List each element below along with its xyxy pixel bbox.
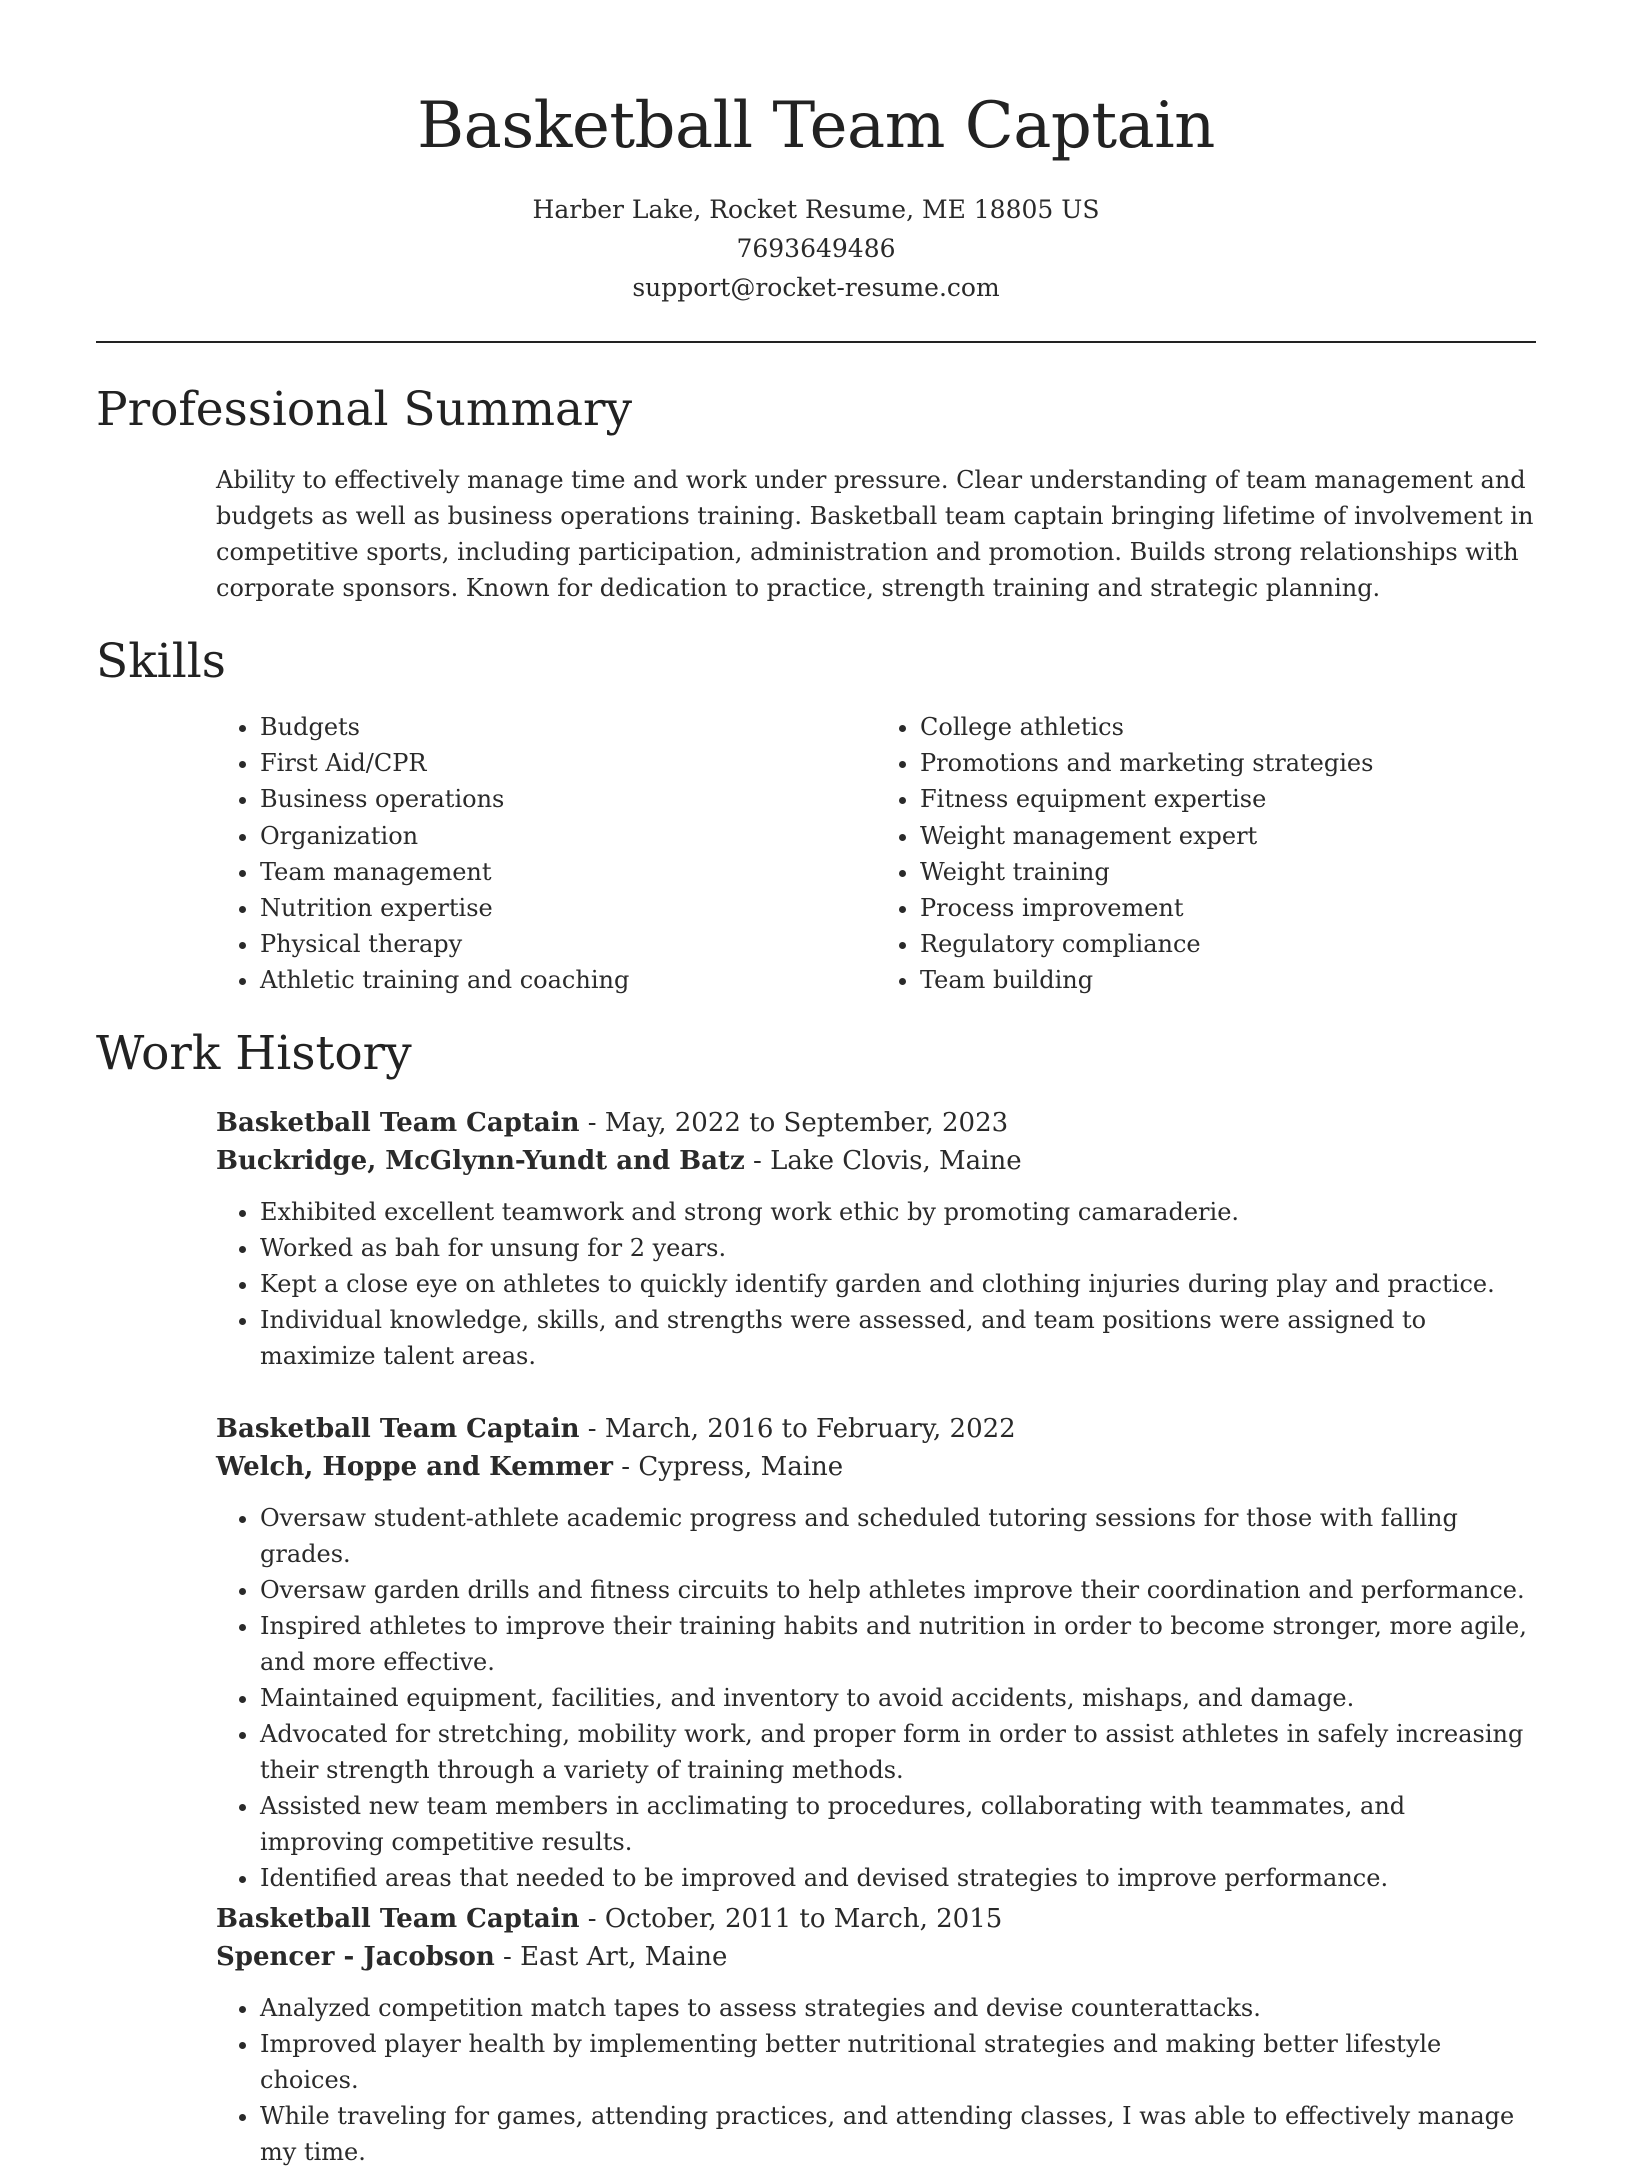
duty-item: • Oversaw student-athlete academic progress and scheduled tutoring sessions for those with falling grades. [260, 1500, 1536, 1572]
skill-item: • Fitness equipment expertise [920, 781, 1536, 817]
job-title-line [216, 1410, 1536, 1448]
skill-item: • Regulatory compliance [920, 926, 1536, 962]
job-entry [216, 1410, 1536, 1896]
skill-item: • Business operations [260, 781, 876, 817]
skill-item: • Physical therapy [260, 926, 876, 962]
duty-item: • Individual knowledge, skills, and strengths were assessed, and team positions were assigned to maximize talent areas. [260, 1302, 1536, 1374]
job-dates: - October, 2011 to March, 2015 [579, 1904, 1003, 1934]
summary-text: Ability to effectively manage time and work under pressure. Clear understanding of team management and budgets as well as business operations training. Basketball team captain bringing lifetime of involvement in competitive sports, including participation, administration and promotion. Builds strong relationships with corporate sponsors. Known for dedication to practice, strength training and strategic planning. [216, 466, 1534, 602]
skill-item: • Organization [260, 818, 876, 854]
duty-item: • Maintained equipment, facilities, and inventory to avoid accidents, mishaps, and damage. [260, 1680, 1536, 1716]
email: support@rocket-resume.com [632, 273, 1000, 302]
job-title-line [216, 1900, 1536, 1938]
skill-item: • Nutrition expertise [260, 890, 876, 926]
skill-item: • Weight management expert [920, 818, 1536, 854]
job-location: - Lake Clovis, Maine [744, 1146, 1022, 1176]
duty-item: • Inspired athletes to improve their training habits and nutrition in order to become stronger, more agile, and more effective. [260, 1608, 1536, 1680]
job-duties [216, 1194, 1536, 1374]
company-name: Spencer - Jacobson [216, 1942, 495, 1972]
job-title: Basketball Team Captain [216, 1108, 580, 1138]
address: Harber Lake, Rocket Resume, ME 18805 US [532, 195, 1100, 224]
duty-item: • Worked as bah for unsung for 2 years. [260, 1230, 1536, 1266]
duty-item: • Identified areas that needed to be improved and devised strategies to improve performance. [260, 1860, 1536, 1896]
skills-heading: Skills [96, 634, 226, 689]
job-dates: - March, 2016 to February, 2022 [579, 1414, 1016, 1444]
job-dates: - May, 2022 to September, 2023 [579, 1108, 1009, 1138]
company-name: Buckridge, McGlynn-Yundt and Batz [216, 1146, 745, 1176]
skill-item: • College athletics [920, 709, 1536, 745]
duty-item: • Advocated for stretching, mobility work, and proper form in order to assist athletes in safely increasing their strength through a variety of training methods. [260, 1716, 1536, 1788]
company-name: Welch, Hoppe and Kemmer [216, 1452, 614, 1482]
job-title: Basketball Team Captain [216, 1904, 580, 1934]
skill-item: • Promotions and marketing strategies [920, 745, 1536, 781]
skill-item: • First Aid/CPR [260, 745, 876, 781]
job-company-line [216, 1938, 1536, 1976]
job-duties [216, 1500, 1536, 1896]
skills-column-right [876, 709, 1536, 999]
duty-item: • Assisted new team members in acclimating to procedures, collaborating with teammates, and improving competitive results. [260, 1788, 1536, 1860]
work-history-heading: Work History [96, 1026, 412, 1081]
header-divider [96, 341, 1536, 343]
duty-item: • Analyzed competition match tapes to assess strategies and devise counterattacks. [260, 1990, 1536, 2026]
job-location: - East Art, Maine [494, 1942, 728, 1972]
contact-info [0, 190, 1632, 307]
skill-item: • Budgets [260, 709, 876, 745]
duty-item: • Kept a close eye on athletes to quickly identify garden and clothing injuries during play and practice. [260, 1266, 1536, 1302]
skill-item: • Process improvement [920, 890, 1536, 926]
skill-item: • Team management [260, 854, 876, 890]
duty-item: • Exhibited excellent teamwork and strong work ethic by promoting camaraderie. [260, 1194, 1536, 1230]
skills-column-left [216, 709, 876, 999]
duty-item: • Oversaw garden drills and fitness circuits to help athletes improve their coordination and performance. [260, 1572, 1536, 1608]
job-entry [216, 1104, 1536, 1374]
job-duties [216, 1990, 1536, 2170]
job-entry [216, 1900, 1536, 2170]
job-title: Basketball Team Captain [216, 1414, 580, 1444]
job-company-line [216, 1142, 1536, 1180]
summary-heading: Professional Summary [96, 382, 633, 437]
duty-item: • Improved player health by implementing better nutritional strategies and making better lifestyle choices. [260, 2026, 1536, 2098]
resume-header [0, 0, 1632, 307]
candidate-name: Basketball Team Captain [417, 89, 1215, 163]
job-location: - Cypress, Maine [613, 1452, 844, 1482]
skill-item: • Team building [920, 962, 1536, 998]
phone: 7693649486 [736, 234, 896, 263]
job-company-line [216, 1448, 1536, 1486]
skill-item: • Athletic training and coaching [260, 962, 876, 998]
skill-item: • Weight training [920, 854, 1536, 890]
duty-item: • While traveling for games, attending practices, and attending classes, I was able to effectively manage my time. [260, 2098, 1536, 2170]
skills-list [216, 709, 1536, 999]
job-title-line [216, 1104, 1536, 1142]
